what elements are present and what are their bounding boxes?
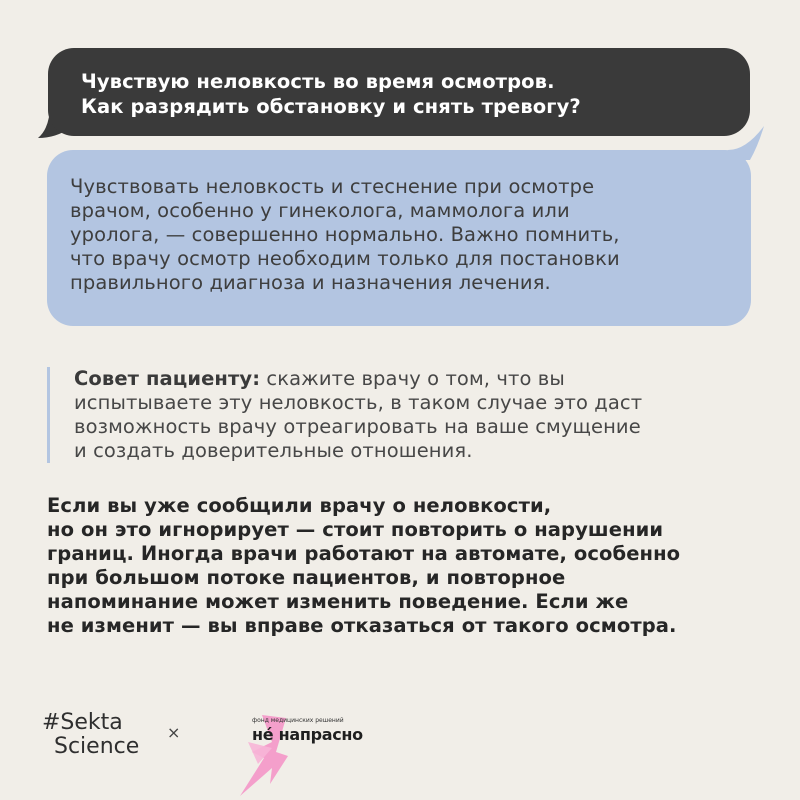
question-line: Чувствую неловкость во время осмотров. xyxy=(81,70,555,93)
question-line: Как разрядить обстановку и снять тревогу? xyxy=(81,95,581,118)
answer-bubble xyxy=(47,150,751,326)
tip-line: и создать доверительные отношения. xyxy=(74,439,473,462)
ne-naprasno-logo xyxy=(228,712,363,797)
tip-line: возможность врачу отреагировать на ваше смущение xyxy=(74,415,641,438)
tip-line xyxy=(74,367,767,391)
logo-line: #Sekta xyxy=(42,710,123,735)
patient-tip xyxy=(47,367,767,463)
main-line: не изменит — вы вправе отказаться от такого осмотра. xyxy=(47,614,677,637)
tip-line-rest: скажите врачу о том, что вы xyxy=(260,367,565,390)
tip-label: Совет пациенту: xyxy=(74,367,261,390)
main-line: при большом потоке пациентов, и повторное xyxy=(47,566,566,589)
answer-line: Чувствовать неловкость и стеснение при осмотре xyxy=(70,175,595,198)
main-line: напоминание может изменить поведение. Если же xyxy=(47,590,629,613)
answer-line: врачом, особенно у гинеколога, маммолога или xyxy=(70,199,570,222)
logo-wordmark: не́ напрасно xyxy=(252,725,363,744)
answer-line: правильного диагноза и назначения лечения. xyxy=(70,271,551,294)
logo-line: Science xyxy=(54,734,140,759)
answer-line: уролога, — совершенно нормально. Важно помнить, xyxy=(70,223,620,246)
main-line: но он это игнорирует — стоит повторить о нарушении xyxy=(47,518,664,541)
question-bubble xyxy=(48,48,750,136)
logo-tagline: фонд медицинских решений xyxy=(252,717,344,724)
sekta-science-logo xyxy=(42,711,162,761)
collab-separator: × xyxy=(167,723,181,742)
tip-line: испытываете эту неловкость, в таком случае это даст xyxy=(74,391,643,414)
main-line: границ. Иногда врачи работают на автомате, особенно xyxy=(47,542,681,565)
main-paragraph xyxy=(47,494,777,638)
main-line: Если вы уже сообщили врачу о неловкости, xyxy=(47,494,552,517)
answer-line: что врачу осмотр необходим только для постановки xyxy=(70,247,620,270)
